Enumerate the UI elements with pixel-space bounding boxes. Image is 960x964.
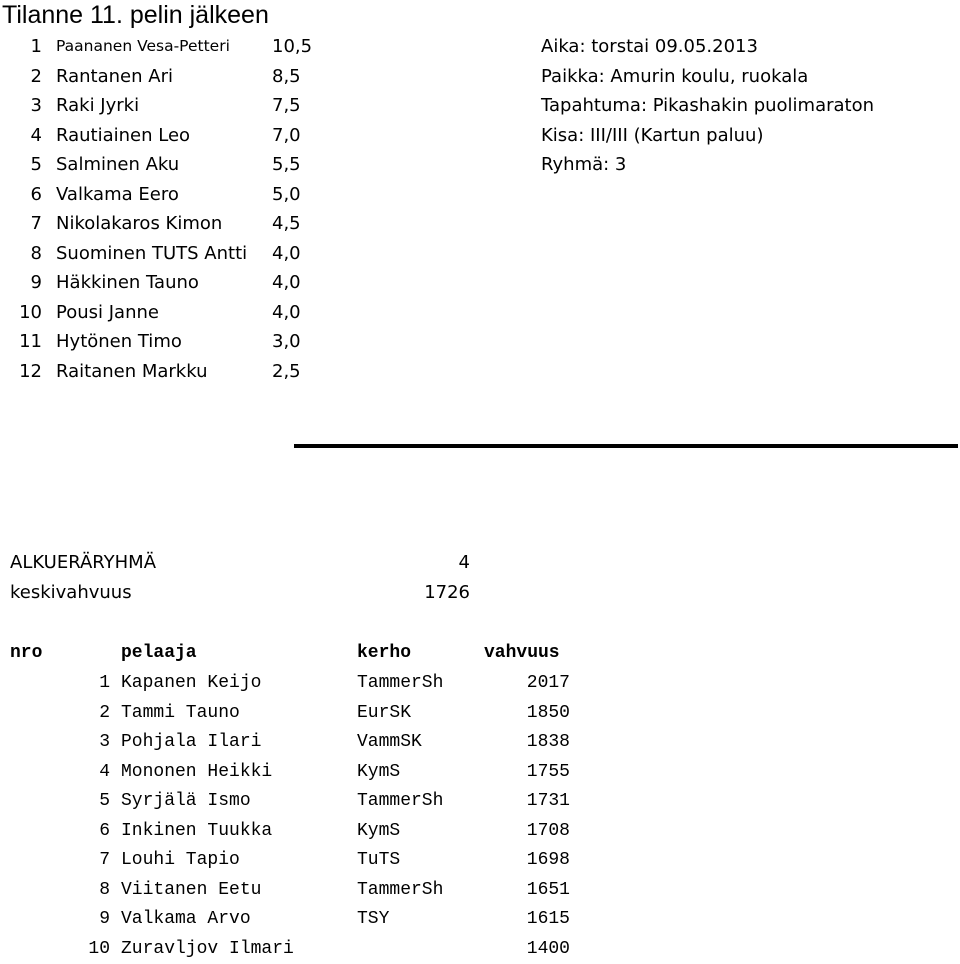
standings-row [0,91,360,120]
standings-player-name: Valkama Eero [56,180,179,209]
standings-score: 4,5 [272,209,301,238]
standings-row [0,357,360,386]
standings-row [0,298,360,327]
seed-group-value: 4 [390,548,470,578]
standings-rank: 5 [2,150,42,179]
row-nro: 6 [60,817,110,847]
standings-player-name: Raitanen Markku [56,357,208,386]
standings-rank: 11 [2,327,42,356]
row-nro: 5 [60,787,110,817]
players-table-header [0,639,960,669]
standings-rank: 6 [2,180,42,209]
row-rating: 1615 [484,905,570,935]
standings-player-name: Hytönen Timo [56,327,182,356]
page-title: Tilanne 11. pelin jälkeen [2,0,269,30]
row-club: EurSK [357,699,411,729]
standings-score: 3,0 [272,327,301,356]
row-player: Kapanen Keijo [121,669,261,699]
header-player: pelaaja [121,639,197,669]
event-name: Tapahtuma: Pikashakin puolimaraton [541,91,874,120]
row-nro: 1 [60,669,110,699]
row-rating: 1708 [484,817,570,847]
row-rating: 1731 [484,787,570,817]
standings-row [0,62,360,91]
standings-score: 4,0 [272,268,301,297]
header-nro: nro [10,639,42,669]
row-rating: 1755 [484,758,570,788]
standings-score: 7,5 [272,91,301,120]
row-rating: 1651 [484,876,570,906]
standings-rank: 2 [2,62,42,91]
row-club: TSY [357,905,389,935]
standings-row [0,32,360,61]
standings-rank: 4 [2,121,42,150]
table-row [0,817,960,847]
table-row [0,699,960,729]
row-player: Louhi Tapio [121,846,240,876]
row-nro: 2 [60,699,110,729]
event-time: Aika: torstai 09.05.2013 [541,32,758,61]
standings-score: 2,5 [272,357,301,386]
standings-row [0,327,360,356]
row-club: TuTS [357,846,400,876]
row-rating: 1698 [484,846,570,876]
row-rating: 1838 [484,728,570,758]
row-club: TammerSh [357,787,443,817]
row-nro: 10 [60,935,110,964]
seed-group-label: ALKUERÄRYHMÄ [10,548,156,578]
standings-score: 5,5 [272,150,301,179]
row-club: KymS [357,817,400,847]
row-player: Tammi Tauno [121,699,240,729]
standings-row [0,239,360,268]
standings-row [0,268,360,297]
table-row [0,669,960,699]
standings-rank: 9 [2,268,42,297]
standings-player-name: Paananen Vesa-Petteri [56,32,230,61]
row-club: KymS [357,758,400,788]
row-rating: 2017 [484,669,570,699]
row-player: Valkama Arvo [121,905,251,935]
event-tournament: Kisa: III/III (Kartun paluu) [541,121,763,150]
table-row [0,846,960,876]
average-rating-value: 1726 [390,578,470,608]
standings-score: 4,0 [272,239,301,268]
standings-score: 4,0 [272,298,301,327]
standings-player-name: Suominen TUTS Antti [56,239,247,268]
table-row [0,758,960,788]
row-nro: 7 [60,846,110,876]
table-row [0,876,960,906]
standings-rank: 8 [2,239,42,268]
event-group: Ryhmä: 3 [541,150,626,179]
standings-player-name: Rantanen Ari [56,62,173,91]
row-nro: 8 [60,876,110,906]
section-divider [294,444,958,448]
standings-rank: 12 [2,357,42,386]
row-club: TammerSh [357,876,443,906]
standings-rank: 3 [2,91,42,120]
row-nro: 3 [60,728,110,758]
row-player: Zuravljov Ilmari [121,935,294,964]
average-rating-label: keskivahvuus [10,578,132,608]
standings-row [0,209,360,238]
row-player: Viitanen Eetu [121,876,261,906]
header-club: kerho [357,639,411,669]
row-player: Syrjälä Ismo [121,787,251,817]
standings-score: 8,5 [272,62,301,91]
row-player: Pohjala Ilari [121,728,261,758]
standings-rank: 10 [2,298,42,327]
table-row [0,728,960,758]
standings-row [0,150,360,179]
header-rating: vahvuus [484,639,560,669]
standings-row [0,121,360,150]
standings-player-name: Pousi Janne [56,298,159,327]
row-rating: 1850 [484,699,570,729]
row-club: VammSK [357,728,422,758]
standings-score: 10,5 [272,32,312,61]
standings-player-name: Salminen Aku [56,150,179,179]
table-row [0,905,960,935]
row-nro: 4 [60,758,110,788]
row-player: Inkinen Tuukka [121,817,272,847]
row-nro: 9 [60,905,110,935]
standings-score: 7,0 [272,121,301,150]
standings-row [0,180,360,209]
event-place: Paikka: Amurin koulu, ruokala [541,62,808,91]
row-club: TammerSh [357,669,443,699]
standings-rank: 7 [2,209,42,238]
standings-score: 5,0 [272,180,301,209]
standings-player-name: Nikolakaros Kimon [56,209,222,238]
standings-player-name: Häkkinen Tauno [56,268,199,297]
row-player: Mononen Heikki [121,758,272,788]
row-rating: 1400 [484,935,570,964]
standings-rank: 1 [2,32,42,61]
standings-player-name: Rautiainen Leo [56,121,190,150]
table-row [0,787,960,817]
standings-player-name: Raki Jyrki [56,91,139,120]
